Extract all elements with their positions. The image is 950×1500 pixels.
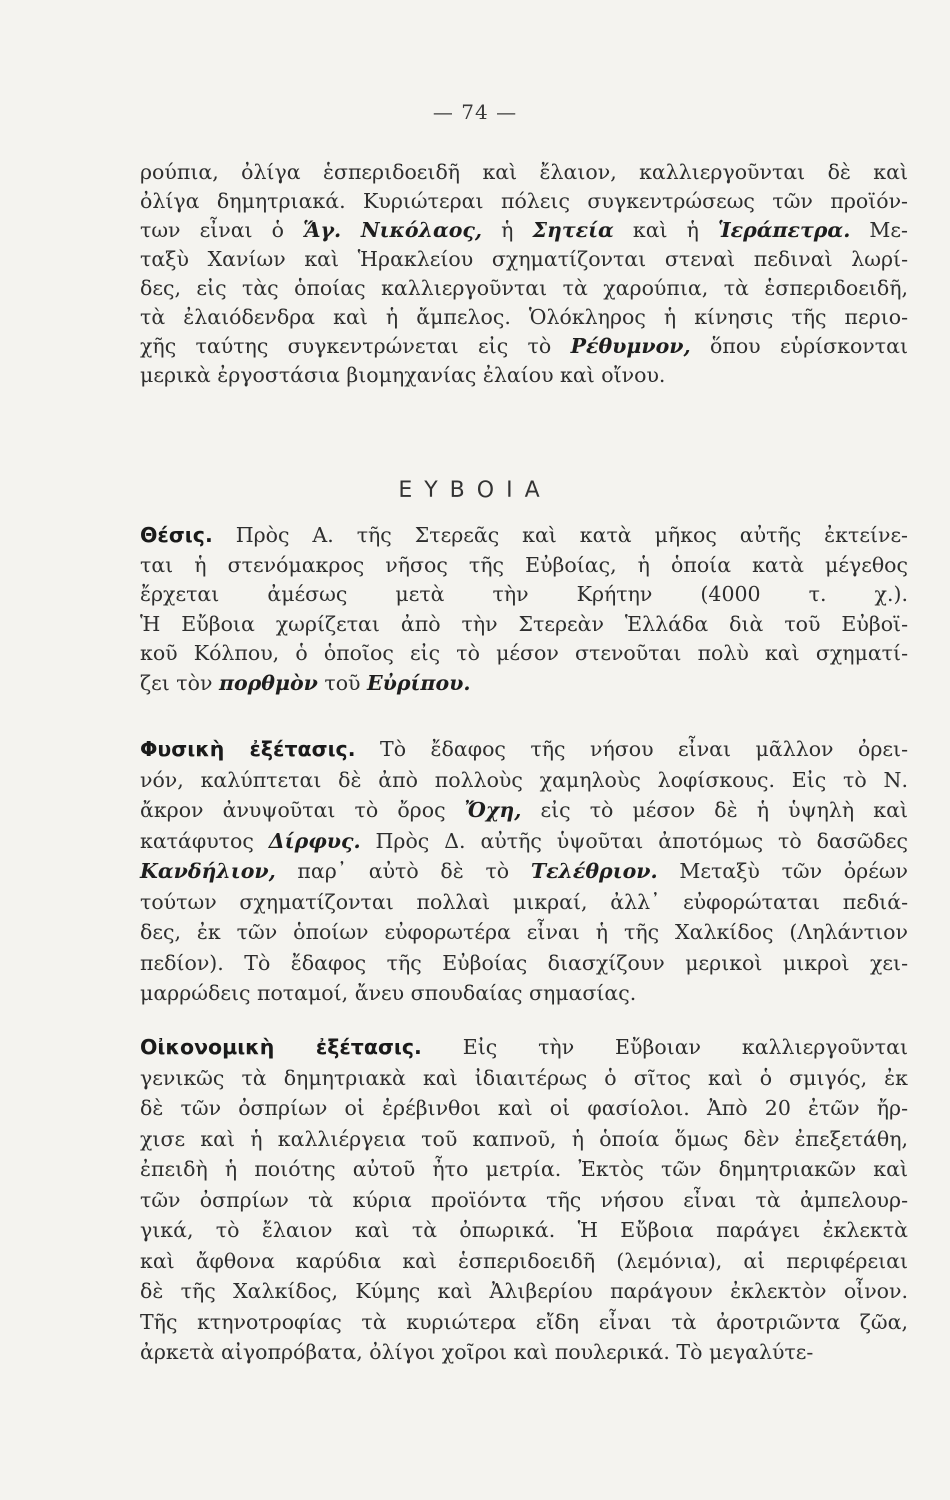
text-span: τοῦ [317,670,368,695]
emphasized-term: Σητεία [532,218,614,242]
text-span: παρ᾿ αὐτὸ δὲ τὸ [275,859,531,883]
emphasized-term: Ρέθυμνον, [570,334,691,358]
text-span: δες, ἐκ τῶν ὁποίων εὐφορωτέρα εἶναι ἡ τῆς Χαλκίδος (Ληλάντιον [140,920,908,944]
position-paragraph [140,521,908,698]
text-span: κατάφυτος [140,828,269,853]
physical-paragraph [140,734,908,1009]
text-line [140,1063,908,1094]
text-line [140,303,908,332]
intro-paragraph [140,158,908,390]
text-line [140,765,908,796]
text-line [140,1154,908,1185]
text-span: τὰ ἐλαιόδενδρα καὶ ἡ ἄμπελος. Ὁλόκληρος ἡ κίνησις τῆς περιο- [140,305,908,329]
emphasized-term: Δίρφυς. [268,828,361,853]
text-line [140,639,908,669]
text-span: Τὸ ἔδαφος τῆς νήσου εἶναι μᾶλλον ὀρει- [380,737,908,761]
text-line [140,669,908,699]
text-line [140,521,908,551]
text-span: ταξὺ Χανίων καὶ Ἡρακλείου σχηματίζονται στεναὶ πεδιναὶ λωρί- [140,247,908,271]
economic-paragraph [140,1032,908,1368]
text-span: ὀλίγα δημητριακά. Κυριώτεραι πόλεις συγκεντρώσεως τῶν προϊόν- [140,189,908,213]
text-line [140,734,908,765]
text-span: Τῆς κτηνοτροφίας τὰ κυριώτερα εἴδη εἶναι τὰ ἀροτριῶντα ζῶα, [140,1309,908,1334]
text-span: ἐπειδὴ ἡ ποιότης αὐτοῦ ἦτο μετρία. Ἐκτὸς τῶν δημητριακῶν καὶ [140,1157,908,1181]
text-span: γικά, τὸ ἔλαιον καὶ τὰ ὀπωρικά. Ἡ Εὔβοια παράγει ἐκλεκτὰ [140,1218,908,1242]
text-span: Με- [850,218,908,242]
text-span: Ἡ Εὔβοια χωρίζεται ἀπὸ τὴν Στερεὰν Ἑλλάδα διὰ τοῦ Εὐβοϊ- [140,611,908,636]
page-number: — 74 — [432,100,518,124]
text-span: χῆς ταύτης συγκεντρώνεται εἰς τὸ [140,334,571,358]
emphasized-term: Εὐρίπου. [367,670,471,695]
section-heading: Οἰκονομικὴ ἐξέτασις. [140,1035,422,1059]
emphasized-term: Κανδήλιον, [140,859,276,883]
emphasized-term: πορθμὸν [218,670,318,695]
text-line [140,158,908,187]
text-span: δες, εἰς τὰς ὁποίας καλλιεργοῦνται τὰ χαρούπια, τὰ ἑσπεριδοειδῆ, [140,276,908,300]
text-line [140,216,908,245]
emphasized-term: Τελέθριον. [530,859,658,883]
text-line [140,795,908,826]
text-span: νόν, καλύπτεται δὲ ἀπὸ πολλοὺς χαμηλοὺς λοφίσκους. Εἰς τὸ Ν. [140,767,908,792]
text-line [140,1215,908,1246]
section-heading: Θέσις. [140,523,213,547]
text-line [140,917,908,948]
text-span: χισε καὶ ἡ καλλιέργεια τοῦ καπνοῦ, ἡ ὁποία ὅμως δὲν ἐπεξετάθη, [140,1126,908,1151]
text-line [140,1093,908,1124]
text-span: Πρὸς Α. τῆς Στερεᾶς καὶ κατὰ μῆκος αὐτῆς ἐκτείνε- [235,523,908,547]
text-span: εἰς τὸ μέσον δὲ ἡ ὑψηλὴ καὶ [521,798,908,822]
text-line [140,1032,908,1063]
text-line [140,1185,908,1216]
text-span: Πρὸς Δ. αὐτῆς ὑψοῦται ἀποτόμως τὸ δασῶδες [360,828,908,853]
text-line [140,887,908,918]
text-span: γενικῶς τὰ δημητριακὰ καὶ ἰδιαιτέρως ὁ σῖτος καὶ ὁ σμιγός, ἐκ [140,1065,908,1090]
text-line [140,187,908,216]
text-line [140,245,908,274]
text-span: κοῦ Κόλπου, ὁ ὁποῖος εἰς τὸ μέσον στενοῦται πολὺ καὶ σχηματί- [140,641,908,665]
text-line [140,332,908,361]
text-line [140,551,908,581]
text-line [140,856,908,887]
text-span: ζει τὸν [140,670,219,695]
text-line [140,948,908,979]
text-span: τῶν ὀσπρίων τὰ κύρια προϊόντα τῆς νήσου εἶναι τὰ ἀμπελουρ- [140,1187,908,1212]
section-title: ΕΥΒΟΙΑ [398,478,552,503]
text-line [140,1276,908,1307]
text-span: πεδίον). Τὸ ἔδαφος τῆς Εὐβοίας διασχίζουν μερικοὶ μικροὶ χει- [140,950,908,975]
text-span: μαρρώδεις ποταμοί, ἄνευ σπουδαίας σημασίας. [140,981,637,1005]
text-span: καὶ ἄφθονα καρύδια καὶ ἑσπεριδοειδῆ (λεμόνια), αἱ περιφέρειαι [140,1248,908,1273]
text-span: ὅπου εὑρίσκονται [690,334,908,358]
emphasized-term: Ἅγ. Νικόλαος, [303,218,483,242]
text-span: ἄκρον ἀνυψοῦται τὸ ὄρος [140,798,465,822]
text-span: δὲ τῶν ὀσπρίων οἱ ἐρέβινθοι καὶ οἱ φασίολοι. Ἀπὸ 20 ἐτῶν ἤρ- [140,1096,908,1120]
emphasized-term: Ὄχη, [464,798,522,822]
emphasized-term: Ἱεράπετρα. [718,218,851,242]
text-span: καὶ ἡ [613,218,719,242]
text-line [140,826,908,857]
text-line [140,580,908,610]
section-heading: Φυσικὴ ἐξέτασις. [140,737,356,761]
text-span: τούτων σχηματίζονται πολλαὶ μικραί, ἀλλ᾿ εὐφορώταται πεδιά- [140,889,908,914]
text-span: ἔρχεται ἀμέσως μετὰ τὴν Κρήτην (4000 τ. χ.). [140,582,908,606]
text-line [140,361,908,390]
text-span: Εἰς τὴν Εὔβοιαν καλλιεργοῦνται [462,1035,908,1059]
text-span: ἀρκετὰ αἰγοπρόβατα, ὀλίγοι χοῖροι καὶ πουλερικά. Τὸ μεγαλύτε- [140,1340,814,1364]
text-line [140,1246,908,1277]
text-span: ται ἡ στενόμακρος νῆσος τῆς Εὐβοίας, ἡ ὁποία κατὰ μέγεθος [140,552,908,577]
text-span: μερικὰ ἐργοστάσια βιομηχανίας ἐλαίου καὶ οἴνου. [140,363,666,387]
text-span: των εἶναι ὁ [140,218,304,242]
text-line [140,610,908,640]
text-span: ρούπια, ὀλίγα ἑσπεριδοειδῆ καὶ ἔλαιον, καλλιεργοῦνται δὲ καὶ [140,160,908,184]
text-line [140,1307,908,1338]
text-line [140,1337,908,1368]
text-line [140,978,908,1009]
text-span: Μεταξὺ τῶν ὀρέων [657,859,908,883]
text-line [140,1124,908,1155]
text-span: δὲ τῆς Χαλκίδος, Κύμης καὶ Ἀλιβερίου παράγουν ἐκλεκτὸν οἶνον. [140,1279,908,1303]
text-span: ἡ [482,218,533,242]
text-line [140,274,908,303]
